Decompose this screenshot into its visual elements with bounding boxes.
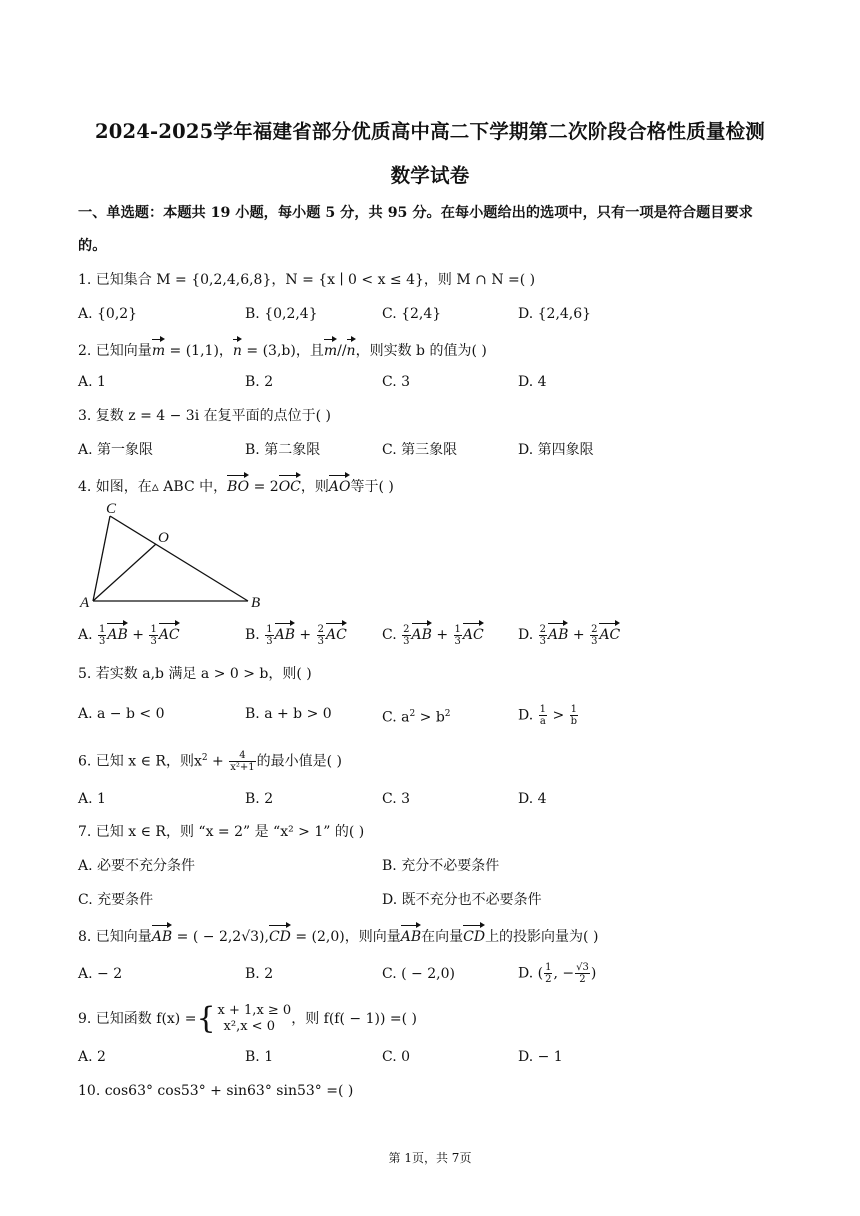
question-5-stem: 5. 若实数 a,b 满足 a > 0 > b，则( ) xyxy=(78,666,312,682)
question-9-stem: 9. 已知函数 f(x) ={ x + 1,x ≥ 0 x²,x < 0 ，则 f(f( − 1)) =( ) xyxy=(78,1001,417,1036)
q9-option-d: D. − 1 xyxy=(518,1049,563,1065)
q2-option-d: D. 4 xyxy=(518,374,547,390)
q3-option-d: D. 第四象限 xyxy=(518,442,594,458)
q6-option-c: C. 3 xyxy=(382,791,411,807)
label-a: A xyxy=(80,595,90,611)
q8-option-d: D. ( $\frac{1}{2}$ , − $\frac{√3}{2}$ ) xyxy=(518,962,597,985)
q7-option-b: B. 充分不必要条件 xyxy=(382,858,500,874)
q4-option-d: D. $\frac{2}{3}$ AB + $\frac{2}{3}$ AC xyxy=(518,623,621,647)
q5-option-b: B. a + b > 0 xyxy=(245,706,332,722)
label-c: C xyxy=(106,501,117,517)
left-brace-icon: { xyxy=(196,1001,216,1036)
question-1-stem: 1. 已知集合 M = {0,2,4,6,8}，N = {x ∣ 0 < x ≤ 4}，则 M ∩ N =( ) xyxy=(78,272,536,288)
section-heading-cont: 的。 xyxy=(78,238,107,254)
q6-option-d: D. 4 xyxy=(518,791,547,807)
q1-option-c: C. {2,4} xyxy=(382,306,442,322)
q8-option-b: B. 2 xyxy=(245,966,274,982)
q6-option-b: B. 2 xyxy=(245,791,274,807)
question-6-stem: 6. 已知 x ∈ R，则$x^2$ + $\frac{4}{\text{x²+1}}$ 的最小值是( ) xyxy=(78,750,342,774)
q9-option-a: A. 2 xyxy=(78,1049,106,1065)
triangle-figure xyxy=(76,496,276,612)
side-cb xyxy=(110,516,248,601)
q3-option-a: A. 第一象限 xyxy=(78,442,154,458)
q5-option-d: D. $\frac{1}{a}$ > $\frac{1}{b}$ xyxy=(518,704,578,727)
q1-option-b: B. {0,2,4} xyxy=(245,306,318,322)
question-10-stem: 10. cos63° cos53° + sin63° sin53° =( ) xyxy=(78,1083,354,1099)
q4-option-c: C. $\frac{2}{3}$ AB + $\frac{1}{3}$ AC xyxy=(382,623,484,647)
q8-option-a: A. − 2 xyxy=(78,966,123,982)
q7-option-a: A. 必要不充分条件 xyxy=(78,858,196,874)
exam-subtitle: 数学试卷 xyxy=(390,164,470,187)
q9-option-c: C. 0 xyxy=(382,1049,411,1065)
page-footer: 第 1页，共 7页 xyxy=(388,1151,472,1165)
label-o: O xyxy=(158,530,169,546)
section-heading: 一、单选题：本题共 19 小题，每小题 5 分，共 95 分。在每小题给出的选项中，只有一项是符合题目要求 xyxy=(78,205,753,221)
q1-option-a: A. {0,2} xyxy=(78,306,138,322)
label-b: B xyxy=(251,595,261,611)
question-7-stem: 7. 已知 x ∈ R，则 “x = 2” 是 “x² > 1” 的( ) xyxy=(78,824,365,840)
q2-option-b: B. 2 xyxy=(245,374,274,390)
exam-title: 2024-2025学年福建省部分优质高中高二下学期第二次阶段合格性质量检测 xyxy=(94,120,766,143)
q7-option-d: D. 既不充分也不必要条件 xyxy=(382,892,542,908)
q7-option-c: C. 充要条件 xyxy=(78,892,154,908)
q8-option-c: C. ( − 2,0) xyxy=(382,966,455,982)
q5-option-c: C. $a^2 > b^2$ xyxy=(382,709,451,726)
question-3-stem: 3. 复数 z = 4 − 3i 在复平面的点位于( ) xyxy=(78,408,332,424)
q3-option-c: C. 第三象限 xyxy=(382,442,458,458)
q4-option-a: A. $\frac{1}{3}$ AB + $\frac{1}{3}$ AC xyxy=(78,623,180,647)
q5-option-a: A. a − b < 0 xyxy=(78,706,165,722)
q2-option-a: A. 1 xyxy=(78,374,106,390)
q3-option-b: B. 第二象限 xyxy=(245,442,321,458)
question-4-stem: 4. 如图，在▵ ABC 中，BO = 2OC，则AO等于( ) xyxy=(78,474,394,497)
question-2-stem: 2. 已知向量m = (1,1)，n = (3,b)，且m//n，则实数 b 的值为( ) xyxy=(78,338,487,361)
q1-option-d: D. {2,4,6} xyxy=(518,306,592,322)
q6-option-a: A. 1 xyxy=(78,791,106,807)
q4-option-b: B. $\frac{1}{3}$ AB + $\frac{2}{3}$ AC xyxy=(245,623,347,647)
q2-option-c: C. 3 xyxy=(382,374,411,390)
question-8-stem: 8. 已知向量AB = ( − 2,2√3),CD = (2,0)，则向量AB在向量CD上的投影向量为( ) xyxy=(78,924,598,947)
q9-option-b: B. 1 xyxy=(245,1049,274,1065)
